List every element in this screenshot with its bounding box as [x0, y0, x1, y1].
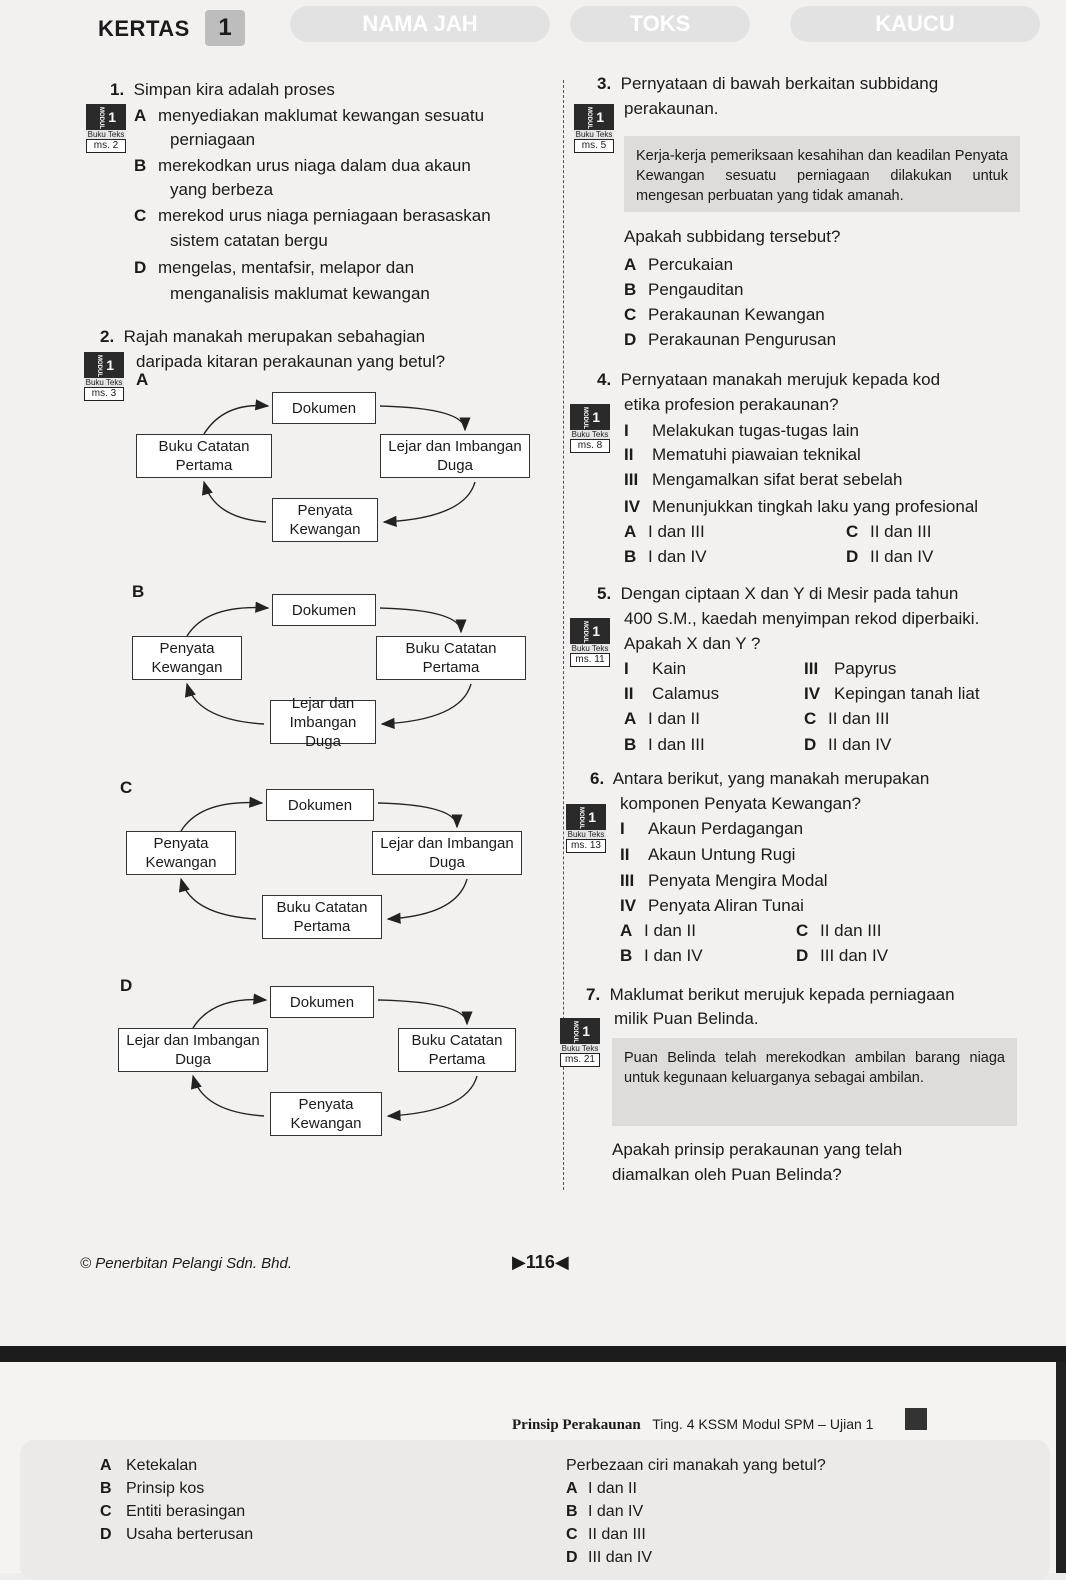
- q6-answer-b: B I dan IV: [620, 946, 703, 965]
- kertas-number: 1: [205, 10, 245, 46]
- q1-option-d: D mengelas, mentafsir, melapor dan: [134, 258, 415, 277]
- q4-stem: 4. Pernyataan manakah merujuk kepada kod: [597, 370, 941, 389]
- diagram-d-box-left: Lejar dan Imbangan Duga: [118, 1028, 268, 1072]
- header-tab-kaucu: KAUCU: [790, 6, 1040, 42]
- diagram-d-label: D: [120, 976, 133, 995]
- q7-question-cont: diamalkan oleh Puan Belinda?: [612, 1165, 842, 1184]
- kertas-label: KERTAS: [98, 16, 190, 41]
- q6-item-1: I Akaun Perdagangan: [620, 819, 804, 838]
- q4-item-1: I Melakukan tugas-tugas lain: [624, 421, 859, 440]
- q6-stem-cont: komponen Penyata Kewangan?: [620, 794, 862, 813]
- q1-option-a-cont: perniagaan: [170, 130, 256, 149]
- q6-module-badge: MODUL 1 Buku Teks ms. 13: [566, 804, 606, 853]
- diagram-a-box-top: Dokumen: [272, 392, 376, 424]
- diagram-b-box-right: Buku Catatan Pertama: [376, 636, 526, 680]
- q5-item-1: I Kain: [624, 659, 687, 678]
- q6-answer-d: D III dan IV: [796, 946, 889, 965]
- q4-module-badge: MODUL 1 Buku Teks ms. 8: [570, 404, 610, 453]
- lower-page-title: Prinsip Perakaunan Ting. 4 KSSM Modul SPM – Ujian 1: [512, 1416, 874, 1433]
- p2-right-question: Perbezaan ciri manakah yang betul?: [566, 1457, 826, 1474]
- q3-info-box: Kerja-kerja pemeriksaan kesahihan dan keadilan Penyata Kewangan sesuatu perniagaan dilakukan untuk mengesan perbuatan yang tidak amanah.: [624, 136, 1020, 212]
- p2-left-c: C Entiti berasingan: [100, 1503, 246, 1520]
- p2-right-a: A I dan II: [566, 1480, 637, 1497]
- q6-answer-a: A I dan II: [620, 921, 696, 940]
- q6-answer-c: C II dan III: [796, 921, 882, 940]
- q4-item-4: IV Menunjukkan tingkah laku yang profesional: [624, 497, 979, 516]
- q4-answer-b: B I dan IV: [624, 547, 707, 566]
- q3-module-badge: MODUL 1 Buku Teks ms. 5: [574, 104, 614, 153]
- q3-option-d: D Perakaunan Pengurusan: [624, 330, 837, 349]
- q7-question: Apakah prinsip perakaunan yang telah: [612, 1140, 903, 1159]
- q7-info-box: Puan Belinda telah merekodkan ambilan barang niaga untuk kegunaan keluarganya sebagai ambilan.: [612, 1038, 1017, 1126]
- diagram-c-box-left: Penyata Kewangan: [126, 831, 236, 875]
- q2-stem: 2. Rajah manakah merupakan sebahagian: [100, 327, 426, 346]
- q5-answer-c: C II dan III: [804, 709, 890, 728]
- q5-answer-b: B I dan III: [624, 735, 705, 754]
- q1-option-c-cont: sistem catatan bergu: [170, 231, 328, 250]
- header-tab-toks: TOKS: [570, 6, 750, 42]
- q5-stem-cont: 400 S.M., kaedah menyimpan rekod diperbaiki.: [624, 609, 980, 628]
- diagram-c-box-top: Dokumen: [266, 789, 374, 821]
- diagram-b-box-top: Dokumen: [272, 594, 376, 626]
- diagram-a-box-bottom: Penyata Kewangan: [272, 498, 378, 542]
- diagram-d-box-right: Buku Catatan Pertama: [398, 1028, 516, 1072]
- p2-right-d: D III dan IV: [566, 1549, 653, 1566]
- q4-answer-c: C II dan III: [846, 522, 932, 541]
- p2-right-c: C II dan III: [566, 1526, 646, 1543]
- q6-item-2: II Akaun Untung Rugi: [620, 845, 796, 864]
- q1-option-d-cont: menganalisis maklumat kewangan: [170, 284, 430, 303]
- q4-answer-a: A I dan III: [624, 522, 705, 541]
- diagram-d-box-top: Dokumen: [270, 986, 374, 1018]
- q1-module-badge: MODUL 1 Buku Teks ms. 2: [86, 104, 126, 153]
- q3-stem-cont: perakaunan.: [624, 99, 719, 118]
- diagram-d-arrows: [0, 972, 560, 1172]
- q6-item-4: IV Penyata Aliran Tunai: [620, 896, 804, 915]
- q5-answer-a: A I dan II: [624, 709, 700, 728]
- diagram-b-box-bottom: Lejar dan Imbangan Duga: [270, 700, 376, 744]
- q2-stem-cont: daripada kitaran perakaunan yang betul?: [136, 352, 446, 371]
- diagram-c-label: C: [120, 778, 133, 797]
- diagram-b-box-left: Penyata Kewangan: [132, 636, 242, 680]
- q5-module-badge: MODUL 1 Buku Teks ms. 11: [570, 618, 610, 667]
- diagram-b-label: B: [132, 582, 145, 601]
- diagram-a-arrows: [0, 378, 560, 578]
- publisher-credit: © Penerbitan Pelangi Sdn. Bhd.: [80, 1255, 293, 1272]
- q4-item-3: III Mengamalkan sifat berat sebelah: [624, 470, 903, 489]
- page-header: [0, 0, 1066, 58]
- q4-answer-d: D II dan IV: [846, 547, 934, 566]
- q5-item-2: II Calamus: [624, 684, 720, 703]
- p2-left-b: B Prinsip kos: [100, 1480, 205, 1497]
- q1-stem: 1. Simpan kira adalah proses: [110, 80, 335, 99]
- q1-option-b-cont: yang berbeza: [170, 180, 274, 199]
- q3-option-c: C Perakaunan Kewangan: [624, 305, 825, 324]
- diagram-c-arrows: [0, 775, 560, 975]
- diagram-c-box-bottom: Buku Catatan Pertama: [262, 895, 382, 939]
- q3-question: Apakah subbidang tersebut?: [624, 227, 841, 246]
- page-edge: [1056, 1362, 1066, 1573]
- q1-option-a: A menyediakan maklumat kewangan sesuatu: [134, 106, 485, 125]
- q5-stem: 5. Dengan ciptaan X dan Y di Mesir pada tahun: [597, 584, 959, 603]
- header-tab-nama: NAMA JAH: [290, 6, 550, 42]
- q3-option-a: A Percukaian: [624, 255, 734, 274]
- q5-question: Apakah X dan Y ?: [624, 634, 761, 653]
- p2-left-d: D Usaha berterusan: [100, 1526, 254, 1543]
- q2-module-badge: MODUL 1 Buku Teks ms. 3: [84, 352, 124, 401]
- q1-option-b: B merekodkan urus niaga dalam dua akaun: [134, 156, 471, 175]
- flag-icon: [905, 1408, 927, 1430]
- diagram-d-box-bottom: Penyata Kewangan: [270, 1092, 382, 1136]
- q4-item-2: II Mematuhi piawaian teknikal: [624, 445, 861, 464]
- q3-stem: 3. Pernyataan di bawah berkaitan subbidang: [597, 74, 939, 93]
- p2-left-a: A Ketekalan: [100, 1457, 198, 1474]
- diagram-a-label: A: [136, 370, 149, 389]
- q1-option-c: C merekod urus niaga perniagaan berasaskan: [134, 206, 491, 225]
- q5-item-4: IV Kepingan tanah liat: [804, 684, 980, 703]
- diagram-a-box-right: Lejar dan Imbangan Duga: [380, 434, 530, 478]
- diagram-c-box-right: Lejar dan Imbangan Duga: [372, 831, 522, 875]
- q5-item-3: III Papyrus: [804, 659, 897, 678]
- q5-answer-d: D II dan IV: [804, 735, 892, 754]
- q6-item-3: III Penyata Mengira Modal: [620, 871, 828, 890]
- q7-module-badge: MODUL 1 Buku Teks ms. 21: [560, 1018, 600, 1067]
- q6-stem: 6. Antara berikut, yang manakah merupakan: [590, 769, 930, 788]
- page-number: ▶116◀: [512, 1252, 569, 1272]
- diagram-b-arrows: [0, 580, 560, 780]
- q7-stem: 7. Maklumat berikut merujuk kepada perniagaan: [586, 985, 955, 1004]
- p2-right-b: B I dan IV: [566, 1503, 644, 1520]
- q3-option-b: B Pengauditan: [624, 280, 744, 299]
- q4-stem-cont: etika profesion perakaunan?: [624, 395, 839, 414]
- q7-stem-cont: milik Puan Belinda.: [614, 1009, 759, 1028]
- diagram-a-box-left: Buku Catatan Pertama: [136, 434, 272, 478]
